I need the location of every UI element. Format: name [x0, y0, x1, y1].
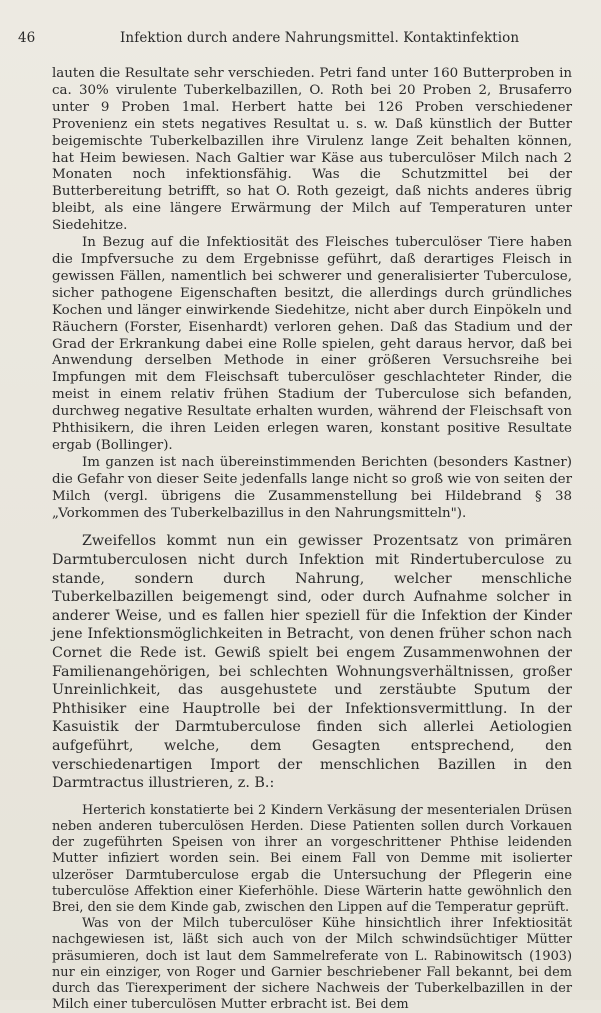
running-title: Infektion durch andere Nahrungsmittel. Kontaktinfektion — [120, 30, 520, 46]
section-human-bacilli — [52, 532, 572, 792]
page-number: 46 — [18, 30, 36, 46]
page-header — [18, 30, 583, 50]
page-body — [52, 66, 572, 1013]
section-case-examples — [52, 803, 572, 1013]
paragraph-meat-infectivity: In Bezug auf die Infektiosität des Fleisches tuberculöser Tiere haben die Impfversuche zu dem Ergebnisse geführt, daß derartiges Fleisch in gewissen Fällen, namentlich bei schwerer und generalisierter Tuberculose, sicher pathogene Eigenschaften besitzt, die allerdings durch gründliches Kochen und länger einwirkende Siedehitze, nicht aber durch Einpökeln und Räuchern (Forster, Eisenhardt) verloren gehen. Daß das Stadium und der Grad der Erkrankung dabei eine Rolle spielen, geht daraus hervor, daß bei Anwendung derselben Methode in einer größeren Versuchsreihe bei Impfungen mit dem Fleischsaft tuberculöser geschlachteter Rinder, die meist in einem relativ frühen Stadium der Tuberculose sich befanden, durchweg negative Resultate erhalten wurden, während der Fleischsaft von Phthisikern, die ihren Leiden erlegen waren, konstant positive Resultate ergab (Bollinger). — [52, 235, 572, 453]
paragraph-herterich-case: Herterich konstatierte bei 2 Kindern Verkäsung der mesenterialen Drüsen neben anderen tuberculösen Herden. Diese Patienten sollen durch Vorkauen der zugeführten Speisen von ihrer an vorgeschrittener Phthise leidenden Mutter infiziert worden sein. Bei einem Fall von Demme mit isolierter ulzeröser Darmtuberculose ergab die Untersuchung der Pflegerin eine tuberculöse Affektion einer Kieferhöhle. Diese Wärterin hatte gewöhnlich den Brei, den sie dem Kinde gab, zwischen den Lippen auf die Temperatur geprüft. — [52, 802, 572, 915]
paragraph-mother-milk: Was von der Milch tuberculöser Kühe hinsichtlich ihrer Infektiosität nachgewiesen ist, läßt sich auch von der Milch schwindsüchtiger Mütter präsumieren, doch ist laut dem Sammelreferate von L. Rabinowitsch (1903) nur ein einziger, von Roger und Garnier beschriebener Fall bekannt, bei dem durch das Tierexperiment der sichere Nachweis der Tuberkelbazillen in der Milch einer tuberculösen Mutter erbracht ist. Bei dem — [52, 916, 572, 1013]
paragraph-butter-results: lauten die Resultate sehr verschieden. Petri fand unter 160 Butterproben in ca. 30% virulente Tuberkelbazillen, O. Roth bei 20 Proben 2, Brusaferro unter 9 Proben 1mal. Herbert hatte bei 126 Proben verschiedener Provenienz ein stets negatives Resultat u. s. w. Daß künstlich der Butter beigemischte Tuberkelbazillen ihre Virulenz lange Zeit behalten können, hat Heim bewiesen. Nach Galtier war Käse aus tuberculöser Milch nach 2 Monaten noch infektionsfähig. Was die Schutzmittel bei der Butterbereitung betrifft, so hat O. Roth gezeigt, daß nichts anderes übrig bleibt, als eine längere Erwärmung der Milch auf Temperaturen unter Siedehitze. — [52, 66, 572, 234]
paragraph-primary-intestinal-tb: Zweifellos kommt nun ein gewisser Prozentsatz von primären Darmtuberculosen nicht durch Infektion mit Rindertuberculose zu stande, sondern durch Nahrung, welcher menschliche Tuberkelbazillen beigemengt sind, oder durch Aufnahme solcher in anderer Weise, und es fallen hier speziell für die Infektion der Kinder jene Infektionsmöglichkeiten in Betracht, von denen früher schon nach Cornet die Rede ist. Gewiß spielt bei engem Zusammenwohnen der Familienangehörigen, bei schlechten Wohnungsverhältnissen, großer Unreinlichkeit, das ausgehustete und zerstäubte Sputum der Phthisiker eine Hauptrolle bei der Infektionsvermittlung. In der Kasuistik der Darmtuberculose finden sich allerlei Aetiologien aufgeführt, welche, dem Gesagten entsprechend, den verschiedenartigen Import der menschlichen Bazillen in den Darmtractus illustrieren, z. B.: — [52, 533, 572, 792]
paragraph-risk-summary: Im ganzen ist nach übereinstimmenden Berichten (besonders Kastner) die Gefahr von dieser Seite jedenfalls lange nicht so groß wie von seiten der Milch (vergl. übrigens die Zusammenstellung bei Hildebrand § 38 „Vorkommen des Tuberkelbazillus in den Nahrungsmitteln"). — [52, 454, 572, 521]
